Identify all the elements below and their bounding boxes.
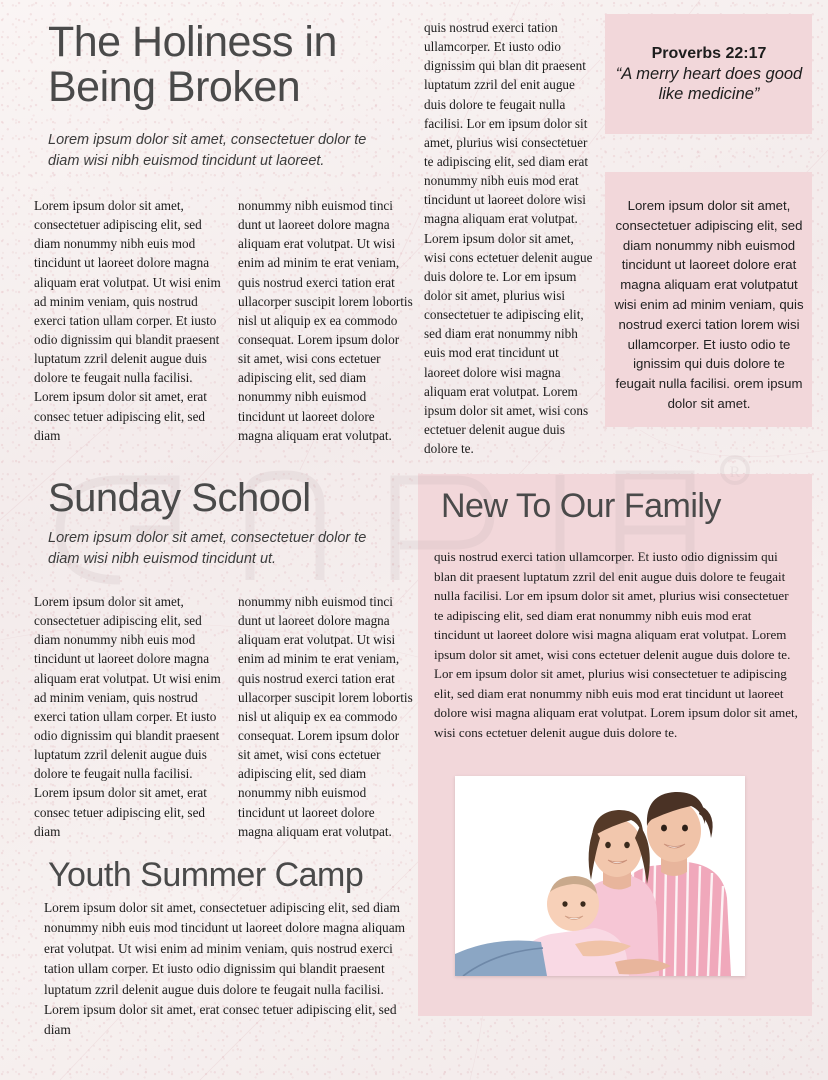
scripture-quote [612,45,806,104]
section-title-new-to-our-family: New To Our Family [441,487,721,525]
sunday-school-column-1: Lorem ipsum dolor sit amet, consectetuer adipiscing elit, sed diam nonummy nibh euis mod tincidunt ut laoreet dolore magna aliquam erat volutpat. Ut wisi enim ad minim veniam, quis nostrud exerci tation ullam corper. Et iusto odio dignissim qui blandit praesent luptatum zzril delenit augue duis dolore te feugait nulla facilisi. Lorem ipsum dolor sit amet, erat consec tetuer adipiscing elit, sed diam [34,594,221,839]
scripture-reference: Proverbs 22:17 [651,45,767,62]
holiness-column-1: Lorem ipsum dolor sit amet, consectetuer adipiscing elit, sed diam nonummy nibh euis mod tincidunt ut laoreet dolore magna aliquam erat volutpat. Ut wisi enim ad minim veniam, quis nostrud exerci tation ullam corper. Et iusto odio dignissim qui blandit praesent luptatum zzril delenit augue duis dolore te feugait nulla facilisi. Lorem ipsum dolor sit amet, erat consec tetuer adipiscing elit, sed diam [34,198,221,443]
holiness-column-3: quis nostrud exerci tation ullamcorper. Et iusto odio dignissim qui blan dit praesent luptatum zzril del enit augue duis dolore te feugait nulla facilisi. Lor em ipsum dolor sit amet, plurius wisi consectetuer te adipiscing elit, sed diam erat nonummy nibh euis mod erat tincidunt ut laoreet dolore wisi magna aliquam erat volutpat. Lorem ipsum dolor sit amet, wisi cons ectetuer delenit augue duis dolore te. Lor em ipsum dolor sit amet, plurius wisi consectetuer te adipiscing elit, sed diam erat nonummy nibh euis mod erat tincidunt ut laoreet dolore wisi magna aliquam erat volutpat. Lorem ipsum dolor sit amet, wisi cons ectetuer delenit augue duis dolore te. [424,20,593,457]
new-family-body: quis nostrud exerci tation ullamcorper. Et iusto odio dignissim qui blan dit praesent luptatum zzril del enit augue duis dolore te feugait nulla facilisi. Lor em ipsum dolor sit amet, plurius wisi consectetuer te adipiscing elit, sed diam erat nonummy nibh euis mod erat tincidunt ut laoreet dolore wisi magna aliquam erat volutpat. Lorem ipsum dolor sit amet, wisi cons ectetuer delenit augue duis dolore te. Lor em ipsum dolor sit amet, plurius wisi consectetuer te adipiscing elit, sed diam erat nonummy nibh euis mod erat tincidunt ut laoreet dolore wisi magna aliquam erat volutpat. Lorem ipsum dolor sit amet, wisi cons ectetuer delenit augue duis dolore te. [434,549,798,740]
page-title-holiness: The Holiness in Being Broken [48,18,337,111]
subtitle-sunday-school: Lorem ipsum dolor sit amet, consectetuer dolor te diam wisi nibh euismod tincidunt ut. [48,530,367,567]
holiness-column-2: nonummy nibh euismod tinci dunt ut laoreet dolore magna aliquam erat volutpat. Ut wisi enim ad minim te erat veniam, quis nostrud exerci tation erat ullacorper suscipit lorem lobortis nisl ut aliquip ex ea commodo consequat. Lorem ipsum dolor sit amet, wisi cons ectetuer adipiscing elit, sed diam nonummy nibh euismod tincidunt ut laoreet dolore magna aliquam erat volutpat. [238,198,413,443]
sidebar-box-text: Lorem ipsum dolor sit amet, consectetuer adipiscing elit, sed diam nonummy nibh euismod tincidunt ut laoreet dolore erat magna aliquam erat volutpatut wisi enim ad minim veniam, quis nostrud exerci tation lorem wisi ullamcorper. Et iusto odio te ignissim qui duis dolore te feugait nulla facilisi. orem ipsum dolor sit amet. [614,198,804,411]
section-title-youth-summer-camp: Youth Summer Camp [48,856,364,894]
section-title-sunday-school: Sunday School [48,476,311,520]
youth-summer-camp-body: Lorem ipsum dolor sit amet, consectetuer adipiscing elit, sed diam nonummy nibh euis mod tincidunt ut laoreet dolore magna aliquam erat volutpat. Ut wisi enim ad minim veniam, quis nostrud exerci tation ullam corper. Et iusto odio dignissim qui blandit praesent luptatum zzril delenit augue duis dolore te feugait nulla facilisi. Lorem ipsum dolor sit amet, erat consec tetuer adipiscing elit, sed diam [44,900,406,1038]
family-photo-image [455,776,745,976]
scripture-quote-text: “A merry heart does good like medicine” [615,65,803,104]
family-photo [455,776,745,976]
sunday-school-column-2: nonummy nibh euismod tinci dunt ut laoreet dolore magna aliquam erat volutpat. Ut wisi enim ad minim te erat veniam, quis nostrud exerci tation erat ullacorper suscipit lorem lobortis nisl ut aliquip ex ea commodo consequat. Lorem ipsum dolor sit amet, wisi cons ectetuer adipiscing elit, sed diam nonummy nibh euismod tincidunt ut laoreet dolore magna aliquam erat volutpat. [238,594,413,839]
svg-text:R: R [729,464,741,481]
subtitle-holiness: Lorem ipsum dolor sit amet, consectetuer dolor te diam wisi nibh euismod tincidunt ut laoreet. [48,132,367,169]
